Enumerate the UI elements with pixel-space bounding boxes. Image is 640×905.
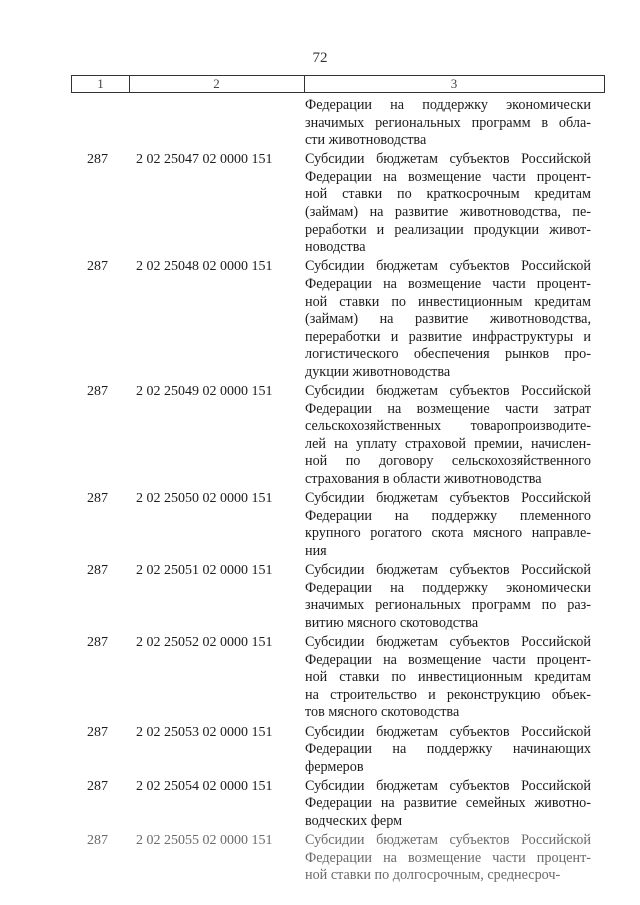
admin-code-cell: 287: [87, 491, 108, 507]
description-line: страхования в области животноводства: [305, 471, 542, 488]
description-line: лей на уплату страховой премии, начислен-: [305, 435, 591, 452]
budget-code-cell: 2 02 25047 02 0000 151: [136, 152, 273, 168]
admin-code-cell: 287: [87, 724, 108, 740]
description-line: ной ставки по краткосрочным кредитам: [305, 186, 591, 203]
description-line: ния: [305, 542, 327, 559]
description-line: Субсидии бюджетам субъектов Российской: [305, 723, 591, 740]
description-line: крупного рогатого скота мясного направле-: [305, 525, 591, 542]
description-line: Субсидии бюджетам субъектов Российской: [305, 383, 591, 400]
budget-code-cell: 2 02 25049 02 0000 151: [136, 384, 273, 400]
description-line: значимых региональных программ в обла-: [305, 114, 591, 131]
page-number: 72: [312, 50, 328, 66]
description-cell: [305, 832, 591, 885]
description-cell: [305, 562, 591, 632]
description-cell: [305, 383, 591, 489]
description-line: значимых региональных программ по раз-: [305, 597, 591, 614]
description-line: Федерации на возмещение части затрат: [305, 400, 591, 417]
table-header: [71, 75, 605, 93]
description-line: Федерации на поддержку начинающих: [305, 741, 591, 758]
description-cell: [305, 724, 591, 777]
description-line: Федерации на поддержку экономически: [305, 579, 591, 596]
admin-code-cell: 287: [87, 384, 108, 400]
description-line: на строительство и реконструкцию объек-: [305, 686, 591, 703]
budget-code-cell: 2 02 25054 02 0000 151: [136, 778, 273, 794]
description-line: Субсидии бюджетам субъектов Российской: [305, 562, 591, 579]
admin-code-cell: 287: [87, 152, 108, 168]
description-cell: [305, 151, 591, 257]
admin-code-cell: 287: [87, 635, 108, 650]
admin-code-cell: 287: [87, 778, 108, 794]
description-line: Субсидии бюджетам субъектов Российской: [305, 490, 591, 507]
admin-code-cell: 287: [87, 833, 108, 849]
description-cell: [305, 778, 591, 831]
admin-code-cell: 287: [87, 259, 108, 275]
description-line: дукции животноводства: [305, 363, 451, 380]
description-line: Субсидии бюджетам субъектов Российской: [305, 777, 591, 794]
description-line: Федерации на возмещение части процент-: [305, 168, 591, 185]
description-line: сти животноводства: [305, 132, 427, 149]
header-col-2: 2: [129, 76, 305, 92]
description-line: Федерации на развитие семейных животно-: [305, 795, 591, 812]
description-line: ной ставки по долгосрочным, среднесроч-: [305, 867, 561, 884]
description-line: ной ставки по инвестиционным кредитам: [305, 669, 591, 686]
budget-code-cell: 2 02 25048 02 0000 151: [136, 259, 273, 275]
budget-code-cell: 2 02 25055 02 0000 151: [136, 833, 273, 849]
description-line: Федерации на возмещение части процент-: [305, 651, 591, 668]
header-col-3: 3: [450, 76, 458, 91]
description-line: фермеров: [305, 758, 364, 775]
description-cell: [305, 634, 591, 722]
description-line: Федерации на поддержку племенного: [305, 507, 591, 524]
description-line: ной ставки по инвестиционным кредитам: [305, 293, 591, 310]
budget-code-cell: 2 02 25053 02 0000 151: [136, 724, 273, 740]
description-line: новодства: [305, 239, 366, 256]
description-line: Субсидии бюджетам субъектов Российской: [305, 832, 591, 849]
description-line: Субсидии бюджетам субъектов Российской: [305, 151, 591, 168]
description-line: сельскохозяйственных товаропроизводите-: [305, 418, 591, 435]
description-line: Субсидии бюджетам субъектов Российской: [305, 634, 591, 650]
description-line: Федерации на возмещение части процент-: [305, 849, 591, 866]
description-cell: [305, 258, 591, 381]
header-col-1: 1: [72, 76, 130, 92]
budget-code-cell: 2 02 25052 02 0000 151: [136, 635, 273, 650]
description-line: Федерации на возмещение части процент-: [305, 275, 591, 292]
description-line: витию мясного скотоводства: [305, 614, 479, 631]
description-line: переработки и развитие инфраструктуры и: [305, 328, 591, 345]
description-line: ной по договору сельскохозяйственного: [305, 453, 591, 470]
description-line: логистического обеспечения рынков про-: [305, 346, 591, 363]
description-cell: [305, 97, 591, 150]
budget-code-cell: 2 02 25050 02 0000 151: [136, 491, 273, 507]
budget-code-cell: 2 02 25051 02 0000 151: [136, 563, 273, 579]
description-line: водческих ферм: [305, 812, 403, 829]
description-line: тов мясного скотоводства: [305, 704, 460, 721]
description-line: реработки и реализации продукции живот-: [305, 221, 591, 238]
description-line: (займам) на развитие животноводства, пе-: [305, 204, 591, 221]
description-cell: [305, 490, 591, 560]
admin-code-cell: 287: [87, 563, 108, 579]
description-line: Субсидии бюджетам субъектов Российской: [305, 258, 591, 275]
description-line: (займам) на развитие животноводства,: [305, 311, 591, 328]
description-line: Федерации на поддержку экономически: [305, 97, 591, 113]
